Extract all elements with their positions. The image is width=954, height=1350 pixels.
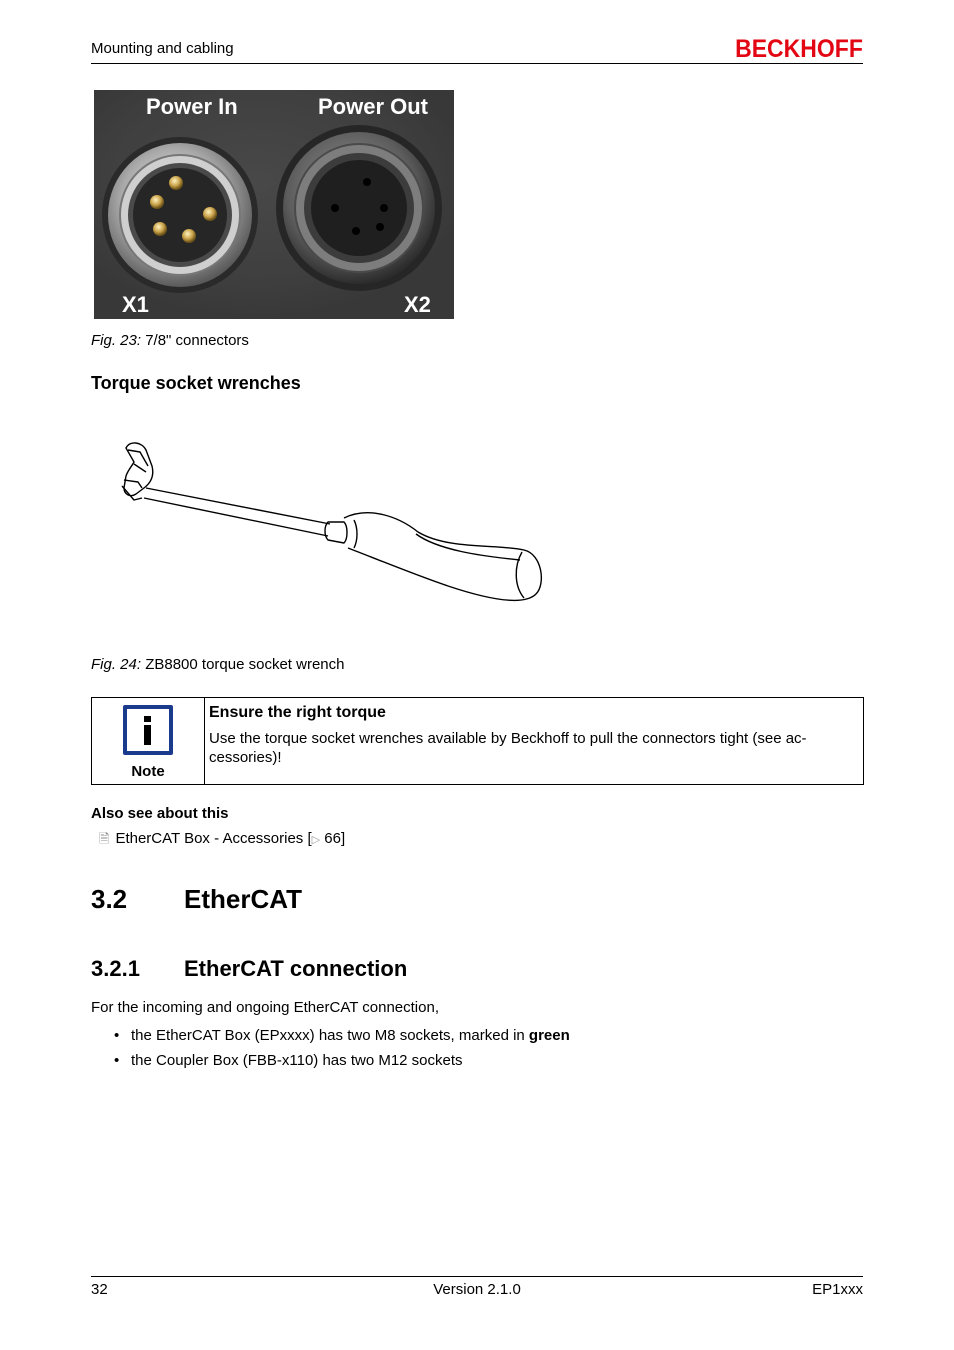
label-power-out: Power Out	[318, 94, 429, 119]
subheading-torque-wrenches: Torque socket wrenches	[91, 373, 301, 393]
figure-24-number: Fig. 24:	[91, 656, 142, 673]
subsection-title: EtherCAT connection	[184, 956, 408, 981]
footer-divider	[91, 1276, 863, 1277]
intro-paragraph: For the incoming and ongoing EtherCAT connection,	[91, 999, 439, 1016]
bullet-1-bold: green	[528, 1027, 570, 1044]
figure-23-text: 7/8" connectors	[141, 332, 249, 349]
note-body: Use the torque socket wrenches available by Beckhoff to pull the connectors tight (see ac-cessories)!	[209, 730, 807, 766]
label-power-in: Power In	[146, 94, 238, 119]
section-heading	[91, 884, 302, 915]
figure-23-number: Fig. 23:	[91, 332, 142, 349]
note-icon-cell	[92, 698, 205, 784]
info-icon	[122, 704, 174, 756]
page-arrow-icon: ▷	[311, 834, 321, 846]
bullet-1-text: the EtherCAT Box (EPxxxx) has two M8 sockets, marked in	[131, 1027, 529, 1044]
connectors-photo	[94, 90, 454, 319]
subsection-number: 3.2.1	[91, 956, 140, 981]
label-x2: X2	[404, 292, 431, 317]
header-divider	[91, 63, 863, 64]
subsection-heading	[91, 956, 407, 982]
also-see-link-page: 66]	[320, 830, 346, 847]
document-icon: 🗎	[99, 831, 110, 846]
section-number: 3.2	[91, 884, 128, 914]
note-label: Note	[131, 763, 165, 780]
note-title: Ensure the right torque	[209, 704, 386, 721]
beckhoff-logo: BECKHOFF	[735, 35, 863, 63]
figure-24-caption	[91, 656, 344, 673]
also-see-link-text: EtherCAT Box - Accessories [	[115, 830, 312, 847]
bullet-list	[114, 1027, 570, 1077]
footer-version: Version 2.1.0	[433, 1281, 521, 1298]
footer-product: EP1xxx	[812, 1281, 863, 1298]
list-item: • the EtherCAT Box (EPxxxx) has two M8 sockets, marked in green	[114, 1027, 570, 1044]
figure-23-caption	[91, 332, 249, 349]
header-section-title: Mounting and cabling	[91, 40, 234, 57]
label-x1: X1	[122, 292, 149, 317]
figure-24-text: ZB8800 torque socket wrench	[141, 656, 345, 673]
also-see-title: Also see about this	[91, 805, 229, 822]
footer-page-number: 32	[91, 1281, 108, 1298]
note-box	[91, 697, 864, 785]
torque-wrench-drawing	[118, 436, 548, 611]
section-title: EtherCAT	[184, 884, 302, 914]
list-item: • the Coupler Box (FBB-x110) has two M12 sockets	[114, 1052, 463, 1069]
also-see-link[interactable]	[99, 830, 345, 852]
bullet-2-text: the Coupler Box (FBB-x110) has two M12 sockets	[131, 1052, 463, 1069]
